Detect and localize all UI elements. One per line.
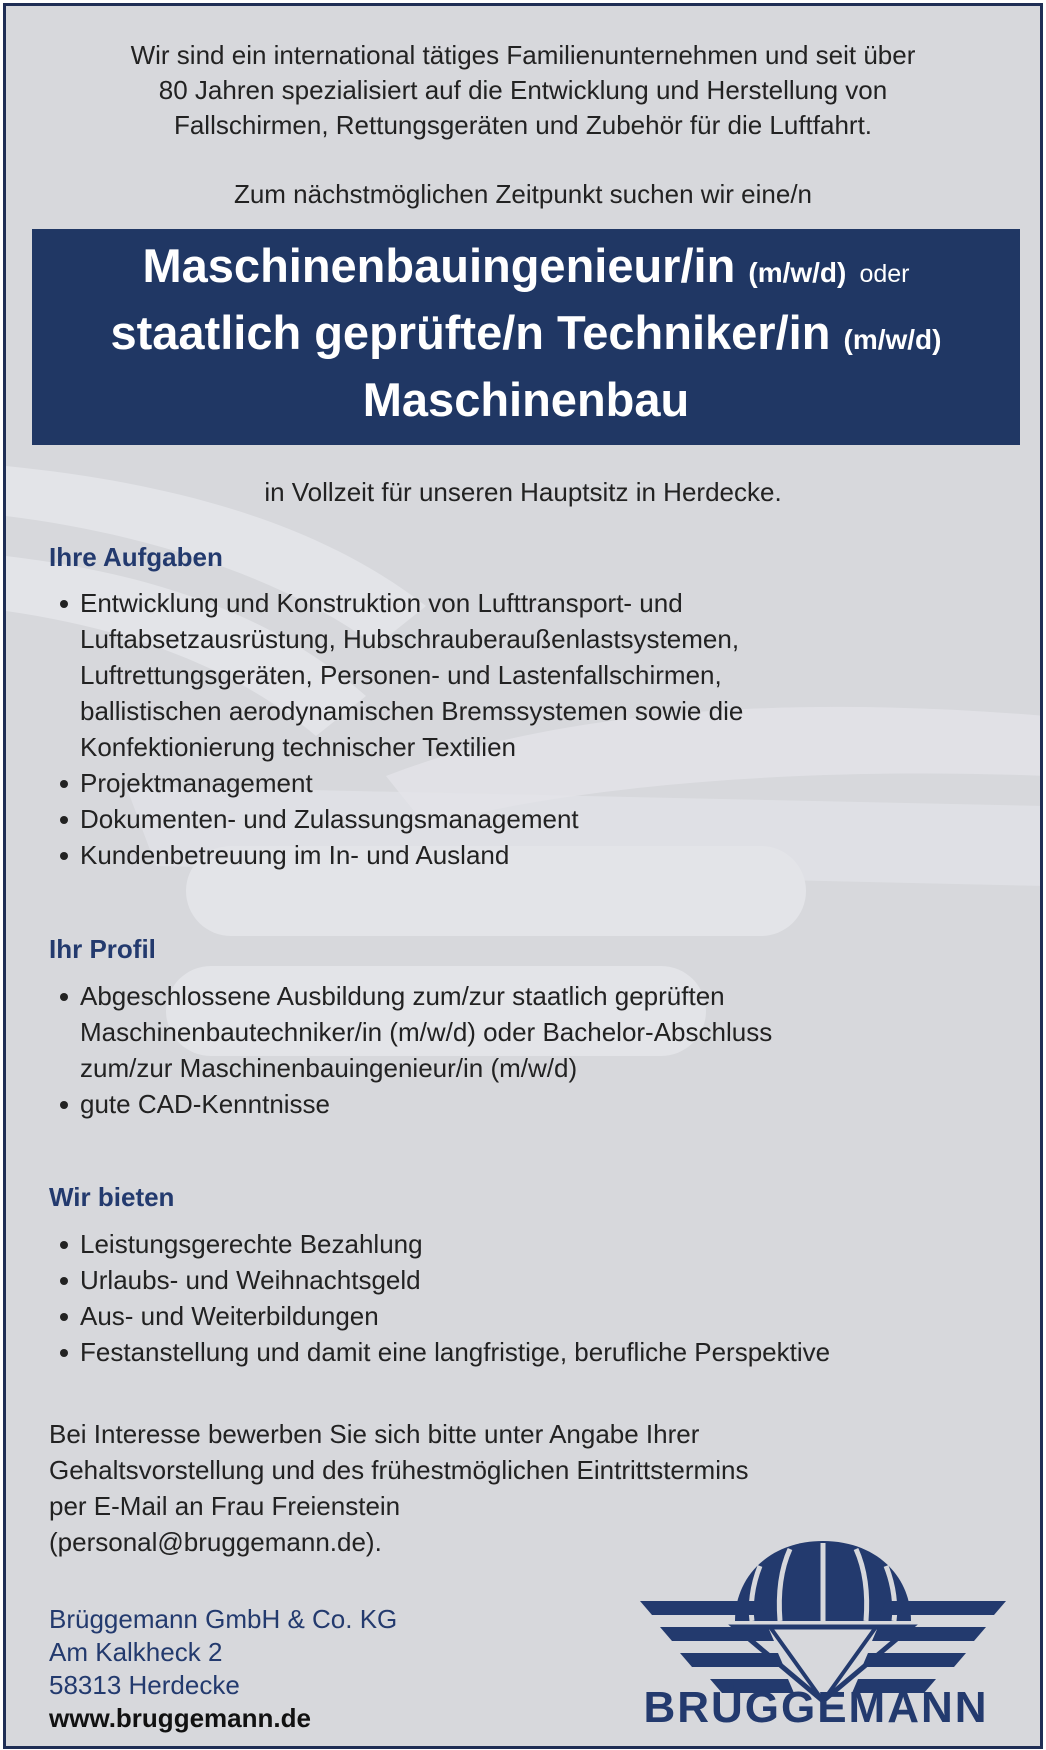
aufgaben-list xyxy=(56,585,846,873)
intro-line: Fallschirmen, Rettungsgeräten und Zubehör für die Luftfahrt. xyxy=(173,110,873,140)
job-title-main: Maschinenbauingenieur/in xyxy=(142,239,736,292)
job-ad-page xyxy=(3,3,1043,1749)
application-line: Bei Interesse bewerben Sie sich bitte unter Angabe Ihrer xyxy=(49,1419,700,1449)
seeking-text: Zum nächstmöglichen Zeitpunkt suchen wir eine/n xyxy=(233,179,813,209)
profil-heading: Ihr Profil xyxy=(49,934,156,964)
location-text: in Vollzeit für unseren Hauptsitz in Herdecke. xyxy=(264,477,782,507)
gender-suffix: (m/w/d) xyxy=(748,257,847,288)
company-street: Am Kalkheck 2 xyxy=(49,1637,223,1667)
list-item: Urlaubs- und Weihnachtsgeld xyxy=(56,1262,1016,1298)
company-city: 58313 Herdecke xyxy=(49,1670,240,1700)
list-item: gute CAD-Kenntnisse xyxy=(56,1086,856,1122)
job-title-line-3: Maschinenbau xyxy=(362,373,690,426)
job-title-banner xyxy=(32,229,1020,445)
job-title-alt: staatlich geprüfte/n Techniker/in xyxy=(110,306,831,359)
bieten-list xyxy=(56,1226,1016,1370)
list-item: Entwicklung und Konstruktion von Lufttransport- und Luftabsetzausrüstung, Hubschrauberaußenlastsystemen, Luftrettungsgeräten, Personen- und Lastenfallschirmen, ballistischen aerodynamischen Bremssystemen sowie die Konfektionierung technischer Textilien xyxy=(56,585,846,765)
aufgaben-heading: Ihre Aufgaben xyxy=(49,542,223,572)
intro-line: Wir sind ein international tätiges Familienunternehmen und seit über xyxy=(130,40,916,70)
application-line: per E-Mail an Frau Freienstein xyxy=(49,1491,401,1521)
job-title-line-1 xyxy=(32,235,1020,305)
bieten-heading: Wir bieten xyxy=(49,1182,175,1212)
intro-text xyxy=(6,38,1040,143)
list-item: Dokumenten- und Zulassungsmanagement xyxy=(56,801,846,837)
title-connector: oder xyxy=(859,260,910,288)
company-name: Brüggemann GmbH & Co. KG xyxy=(49,1604,398,1634)
list-item: Festanstellung und damit eine langfristige, berufliche Perspektive xyxy=(56,1334,1016,1370)
job-title-line-2 xyxy=(32,302,1020,371)
list-item: Kundenbetreuung im In- und Ausland xyxy=(56,837,846,873)
gender-suffix: (m/w/d) xyxy=(843,324,942,355)
company-website-link[interactable]: www.bruggemann.de xyxy=(49,1703,311,1733)
profil-list xyxy=(56,978,856,1122)
intro-line: 80 Jahren spezialisiert auf die Entwicklung und Herstellung von xyxy=(158,75,888,105)
company-address xyxy=(49,1603,397,1735)
logo-wordmark: BRÜGGEMANN xyxy=(643,1683,989,1732)
list-item: Leistungsgerechte Bezahlung xyxy=(56,1226,1016,1262)
list-item: Aus- und Weiterbildungen xyxy=(56,1298,1016,1334)
application-line: Gehaltsvorstellung und des frühestmöglichen Eintrittstermins xyxy=(49,1455,749,1485)
list-item: Projektmanagement xyxy=(56,765,846,801)
application-email[interactable]: (personal@bruggemann.de). xyxy=(49,1527,382,1557)
list-item: Abgeschlossene Ausbildung zum/zur staatlich geprüften Maschinenbautechniker/in (m/w/d) oder Bachelor-Abschluss zum/zur Maschinenbauingenieur/in (m/w/d) xyxy=(56,978,856,1086)
